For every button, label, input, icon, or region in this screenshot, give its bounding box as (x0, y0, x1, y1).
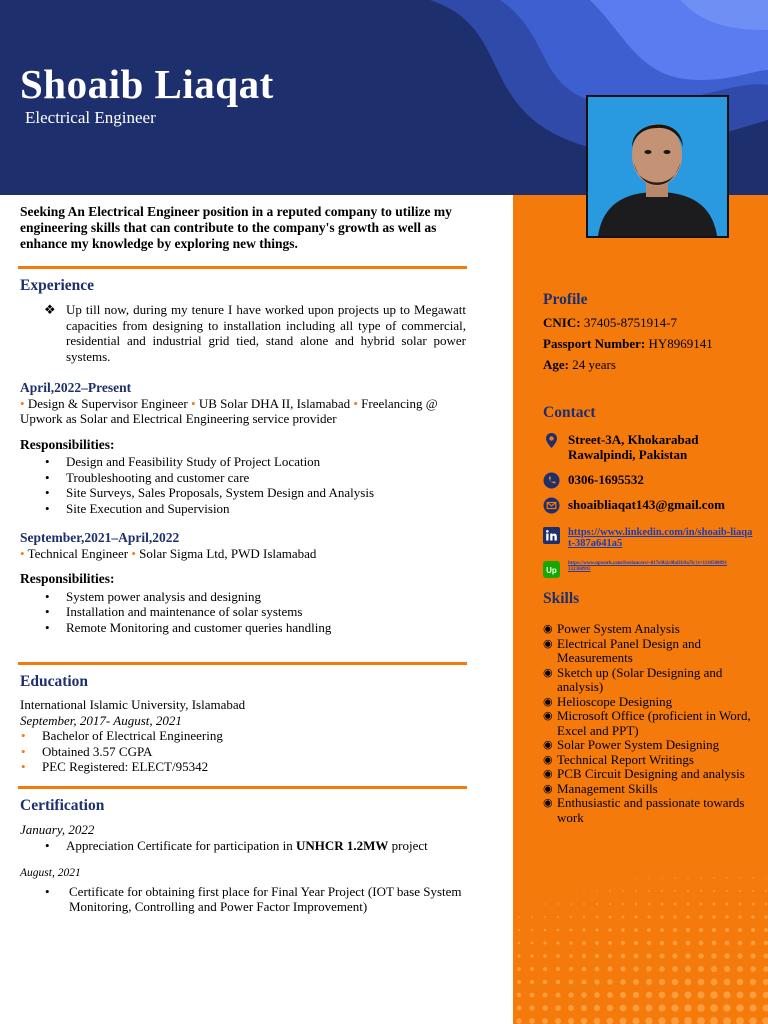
decor-dot (763, 966, 768, 972)
decor-dot (750, 953, 755, 958)
decor-dot (751, 941, 756, 946)
decor-dot (646, 992, 652, 998)
decor-dot (710, 991, 717, 998)
dot-pattern-decoration (513, 794, 768, 1024)
decor-dot (634, 928, 638, 932)
decor-dot (530, 967, 534, 971)
contact-address: Street-3A, Khokarabad Rawalpindi, Pakistan (543, 432, 698, 462)
decor-dot (569, 954, 573, 958)
decor-dot (646, 966, 651, 971)
decor-dot (750, 979, 756, 985)
list-item: • Installation and maintenance of solar systems (66, 604, 470, 620)
decor-dot (712, 928, 716, 932)
decor-dot (713, 877, 714, 878)
decor-dot (620, 992, 626, 998)
decor-dot (530, 993, 535, 998)
decor-dot (621, 928, 624, 931)
decor-dot (517, 954, 520, 957)
decor-dot (738, 928, 742, 932)
certification-entry (20, 866, 470, 915)
decor-dot (544, 942, 547, 945)
decor-dot (557, 903, 558, 904)
decor-dot (750, 992, 757, 999)
decor-dot (658, 1017, 665, 1024)
list-item: • Site Surveys, Sales Proposals, System Design and Analysis (66, 485, 470, 501)
decor-dot (672, 992, 679, 999)
decor-dot (542, 1005, 547, 1010)
decor-dot (737, 979, 743, 985)
responsibilities-list (20, 589, 470, 636)
decor-dot (713, 903, 716, 906)
experience-intro: ❖ Up till now, during my tenure I have worked upon projects up to Megawatt capacities from designing to installation including all type of commercial, residential and industrial grid tied, stand alone and hybrid solar power systems. (44, 302, 466, 364)
decor-dot (750, 966, 756, 972)
decor-dot (607, 979, 612, 984)
cnic-line: CNIC: 37405-8751914-7 (543, 315, 677, 330)
location-pin-icon (543, 432, 560, 449)
decor-dot (684, 1004, 691, 1011)
decor-dot (621, 941, 625, 945)
skills-list (543, 622, 758, 825)
decor-dot (672, 953, 677, 958)
decor-dot (762, 1017, 768, 1024)
decor-dot (739, 903, 742, 906)
decor-dot (583, 903, 585, 905)
svg-text:Up: Up (546, 566, 557, 575)
decor-dot (685, 979, 691, 985)
decor-dot (671, 1004, 678, 1011)
decor-dot (737, 992, 744, 999)
decor-dot (673, 915, 676, 918)
decor-dot (544, 929, 546, 931)
decor-dot (543, 980, 547, 984)
decor-dot (660, 915, 663, 918)
decor-dot (723, 1004, 731, 1012)
decor-dot (556, 967, 560, 971)
decor-dot (581, 992, 587, 998)
decor-dot (518, 916, 520, 918)
decor-dot (660, 941, 664, 945)
decor-dot (724, 979, 731, 986)
decor-dot (645, 1017, 652, 1024)
decor-dot (659, 992, 666, 999)
decor-dot (517, 980, 521, 984)
decor-dot (596, 890, 597, 891)
decor-dot (713, 890, 715, 892)
decor-dot (685, 953, 690, 958)
decor-dot (633, 966, 638, 971)
decor-dot (543, 993, 548, 998)
decor-dot (687, 877, 688, 878)
decor-dot (596, 916, 599, 919)
certification-list (20, 838, 470, 854)
job-dates: September,2021–April,2022 (20, 530, 180, 545)
decor-dot (674, 890, 676, 892)
decor-dot (555, 1018, 561, 1024)
decor-dot (582, 967, 587, 972)
education-entry (20, 697, 470, 775)
section-divider (18, 662, 467, 665)
decor-dot (647, 928, 651, 932)
decor-dot (737, 966, 743, 972)
decor-dot (633, 992, 639, 998)
job-details: • Technical Engineer • Solar Sigma Ltd, PWD Islamabad (20, 545, 317, 561)
decor-dot (764, 928, 768, 932)
skill-item: ◉ Electrical Panel Design and Measurements (543, 635, 702, 665)
decor-dot (711, 979, 718, 986)
decor-dot (700, 877, 701, 878)
decor-dot (724, 966, 730, 972)
decor-dot (531, 903, 532, 904)
decor-dot (529, 1018, 535, 1024)
decor-dot (661, 890, 663, 892)
decor-dot (620, 966, 625, 971)
certification-heading: Certification (20, 797, 105, 814)
skill-item: ◉ Technical Report Writings (543, 751, 694, 767)
decor-dot (661, 903, 664, 906)
decor-dot (687, 890, 689, 892)
responsibilities-list (20, 454, 470, 516)
responsibilities-heading: Responsibilities: (20, 571, 115, 586)
list-item: • Design and Feasibility Study of Project Location (66, 454, 470, 470)
decor-dot (556, 941, 559, 944)
education-dates: September, 2017- August, 2021 (20, 712, 182, 728)
decor-dot (765, 890, 767, 892)
contact-linkedin[interactable]: https://www.linkedin.com/in/shoaib-liaqat-387a641a5 (543, 527, 753, 549)
decor-dot (659, 979, 665, 985)
decor-dot (712, 941, 717, 946)
job-dates: April,2022–Present (20, 380, 132, 395)
decor-dot (557, 916, 559, 918)
decor-dot (581, 1005, 587, 1011)
decor-dot (609, 903, 611, 905)
experience-heading: Experience (20, 277, 95, 294)
decor-dot (543, 954, 546, 957)
decor-dot (570, 929, 573, 932)
decor-dot (687, 903, 690, 906)
job-entry (20, 380, 470, 516)
decor-dot (686, 941, 691, 946)
decor-dot (569, 980, 574, 985)
decor-dot (685, 966, 691, 972)
decor-dot (646, 979, 652, 985)
decor-dot (738, 915, 741, 918)
decor-dot (608, 928, 611, 931)
decor-dot (607, 992, 613, 998)
decor-dot (752, 890, 754, 892)
email-icon (543, 497, 560, 514)
decor-dot (765, 903, 768, 906)
decor-dot (531, 929, 533, 931)
decor-dot (531, 942, 534, 945)
decor-dot (518, 929, 520, 931)
decor-dot (738, 941, 743, 946)
decor-dot (594, 1018, 601, 1024)
career-objective: Seeking An Electrical Engineer position in a reputed company to utilize my engineering skills that can contribute to the company's growth as well as enhance my knowledge by exploring new things. (20, 204, 452, 251)
decor-dot (516, 1005, 521, 1010)
decor-dot (763, 979, 768, 985)
decor-dot (609, 890, 610, 891)
decor-dot (764, 915, 767, 918)
decor-dot (697, 991, 704, 998)
decor-dot (608, 954, 612, 958)
decor-dot (673, 941, 678, 946)
decor-dot (544, 903, 545, 904)
list-item: • Remote Monitoring and customer queries handling (66, 620, 470, 636)
decor-dot (531, 916, 533, 918)
decor-dot (632, 1017, 639, 1024)
decor-dot (736, 1017, 744, 1024)
decor-dot (710, 1004, 718, 1012)
decor-dot (674, 877, 675, 878)
decor-dot (543, 967, 547, 971)
decor-dot (583, 916, 585, 918)
section-divider (18, 266, 467, 269)
decor-dot (660, 954, 665, 959)
decor-dot (751, 928, 755, 932)
skill-item: ◉ Enthusiastic and passionate towards work (543, 795, 745, 825)
decor-dot (739, 890, 741, 892)
skill-item: ◉ Management Skills (543, 780, 658, 796)
decor-dot (723, 991, 730, 998)
list-item: • Appreciation Certificate for participation in UNHCR 1.2MW project (66, 838, 470, 854)
decor-dot (622, 890, 624, 892)
list-item: • Obtained 3.57 CGPA (42, 744, 470, 760)
list-item: • Certificate for obtaining first place for Final Year Project (IOT base System Monitoring, Controlling and Power Factor Improvement) (66, 884, 470, 915)
decor-dot (581, 1018, 587, 1024)
decor-dot (620, 979, 626, 985)
education-heading: Education (20, 673, 89, 690)
decor-dot (648, 890, 650, 892)
decor-dot (581, 979, 586, 984)
list-item: • PEC Registered: ELECT/95342 (42, 759, 470, 775)
decor-dot (646, 1005, 653, 1012)
decor-dot (633, 979, 639, 985)
decor-dot (661, 877, 662, 878)
decor-dot (647, 954, 652, 959)
decor-dot (698, 979, 705, 986)
decor-dot (697, 1004, 705, 1012)
decor-dot (711, 953, 716, 958)
contact-phone: 0306-1695532 (543, 472, 644, 489)
decor-dot (570, 903, 572, 905)
decor-dot (609, 916, 612, 919)
decor-dot (648, 903, 650, 905)
decor-dot (725, 941, 730, 946)
list-item: • System power analysis and designing (66, 589, 470, 605)
decor-dot (700, 890, 702, 892)
age-line: Age: 24 years (543, 357, 616, 372)
decor-dot (697, 1017, 705, 1024)
job-details: • Design & Supervisor Engineer • UB Solar DHA II, Islamabad • Freelancing @ Upwork as Solar and Electrical Engineering service provider (20, 395, 438, 426)
section-divider (18, 786, 467, 789)
list-item: • Bachelor of Electrical Engineering (42, 728, 470, 744)
decor-dot (622, 916, 625, 919)
decor-dot (583, 929, 586, 932)
decor-dot (555, 1005, 561, 1011)
decor-dot (698, 966, 704, 972)
skills-heading: Skills (543, 590, 580, 607)
skill-item: ◉ Microsoft Office (proficient in Word, Excel and PPT) (543, 708, 751, 738)
decor-dot (529, 1005, 534, 1010)
decor-dot (569, 967, 573, 971)
decor-dot (749, 1017, 757, 1024)
decor-dot (712, 915, 715, 918)
decor-dot (711, 966, 717, 972)
decor-dot (544, 916, 546, 918)
decor-dot (739, 877, 740, 878)
decor-dot (752, 903, 755, 906)
decor-dot (659, 966, 665, 972)
decor-dot (658, 1004, 665, 1011)
decor-dot (660, 928, 664, 932)
skill-item: ◉ Solar Power System Designing (543, 737, 720, 752)
decor-dot (517, 993, 522, 998)
decor-dot (620, 1018, 627, 1024)
decor-dot (764, 941, 768, 945)
decor-dot (621, 954, 626, 959)
decor-dot (724, 953, 729, 958)
decor-dot (594, 1005, 600, 1011)
decor-dot (568, 1018, 574, 1024)
decor-dot (762, 1004, 768, 1011)
decor-dot (684, 1017, 692, 1024)
candidate-name: Shoaib Liaqat (20, 61, 274, 107)
decor-dot (725, 915, 728, 918)
decor-dot (557, 929, 560, 932)
school-name: International Islamic University, Islamabad (20, 697, 246, 712)
job-entry (20, 530, 470, 635)
decor-dot (595, 928, 598, 931)
decor-dot (570, 916, 572, 918)
list-item: • Troubleshooting and customer care (66, 470, 470, 486)
decor-dot (568, 992, 573, 997)
candidate-title: Electrical Engineer (25, 108, 156, 127)
decor-dot (699, 928, 703, 932)
profile-heading: Profile (543, 291, 588, 308)
skill-item: ◉ PCB Circuit Designing and analysis (543, 766, 745, 781)
skill-item: ◉ Power System Analysis (543, 621, 680, 636)
decor-dot (763, 992, 768, 999)
decor-dot (530, 980, 534, 984)
profile-photo (586, 95, 729, 238)
decor-dot (517, 967, 521, 971)
contact-email[interactable]: shoaibliaqat143@gmail.com (543, 497, 725, 514)
decor-dot (726, 890, 728, 892)
decor-dot (699, 915, 702, 918)
decor-dot (672, 979, 678, 985)
decor-dot (672, 966, 678, 972)
decor-dot (633, 1005, 640, 1012)
passport-line: Passport Number: HY8969141 (543, 336, 713, 351)
certification-entry (20, 822, 470, 853)
contact-heading: Contact (543, 404, 596, 421)
decor-dot (634, 941, 638, 945)
education-list (20, 728, 470, 775)
certification-date: August, 2021 (20, 867, 81, 879)
decor-dot (725, 928, 729, 932)
decor-dot (568, 1005, 574, 1011)
decor-dot (751, 915, 754, 918)
decor-dot (671, 1017, 679, 1024)
phone-icon (543, 472, 560, 489)
decor-dot (635, 877, 636, 878)
certification-list (20, 884, 470, 915)
decor-dot (596, 903, 598, 905)
decor-dot (516, 1018, 522, 1024)
decor-dot (723, 1017, 731, 1024)
decor-dot (736, 1004, 743, 1011)
diamond-bullet-icon: ❖ (44, 302, 56, 317)
decor-dot (607, 1018, 614, 1024)
decor-dot (700, 903, 703, 906)
list-item: • Site Execution and Supervision (66, 501, 470, 517)
decor-dot (634, 954, 639, 959)
decor-dot (699, 941, 704, 946)
decor-dot (555, 992, 560, 997)
decor-dot (635, 916, 638, 919)
decor-dot (594, 992, 600, 998)
decor-dot (686, 915, 689, 918)
decor-dot (685, 992, 692, 999)
decor-dot (710, 1017, 718, 1024)
decor-dot (635, 890, 637, 892)
contact-upwork[interactable]: Up https://www.upwork.com/freelancers/~017e9b2c8bd1b9a7fc?s=1110580891332308992 (543, 561, 728, 578)
decor-dot (765, 877, 766, 878)
decor-dot (674, 903, 677, 906)
decor-dot (530, 954, 533, 957)
decor-dot (726, 903, 729, 906)
skill-item: ◉ Helioscope Designing (543, 693, 673, 709)
decor-dot (608, 941, 612, 945)
decor-dot (726, 877, 727, 878)
decor-dot (635, 903, 637, 905)
decor-dot (542, 1018, 548, 1024)
decor-dot (673, 928, 677, 932)
decor-dot (737, 953, 742, 958)
decor-dot (752, 877, 753, 878)
decor-dot (622, 903, 624, 905)
decor-dot (582, 941, 585, 944)
decor-dot (556, 954, 560, 958)
decor-dot (620, 1005, 627, 1012)
responsibilities-heading: Responsibilities: (20, 436, 115, 452)
decor-dot (607, 1005, 613, 1011)
decor-dot (582, 954, 586, 958)
decor-dot (698, 953, 703, 958)
decor-dot (648, 877, 649, 878)
decor-dot (764, 954, 768, 959)
linkedin-icon (543, 527, 560, 544)
decor-dot (595, 941, 599, 945)
decor-dot (647, 915, 650, 918)
decor-dot (583, 890, 584, 891)
decor-dot (570, 890, 571, 891)
decor-dot (595, 967, 600, 972)
skill-item: ◉ Sketch up (Solar Designing and analysis) (543, 664, 723, 694)
decor-dot (647, 941, 651, 945)
decor-dot (686, 928, 690, 932)
upwork-icon (543, 561, 560, 578)
decor-dot (569, 941, 572, 944)
decor-dot (749, 1004, 756, 1011)
decor-dot (608, 967, 613, 972)
decor-dot (594, 979, 599, 984)
decor-dot (556, 980, 561, 985)
decor-dot (595, 954, 599, 958)
decor-dot (518, 942, 521, 945)
certification-date: January, 2022 (20, 822, 95, 837)
